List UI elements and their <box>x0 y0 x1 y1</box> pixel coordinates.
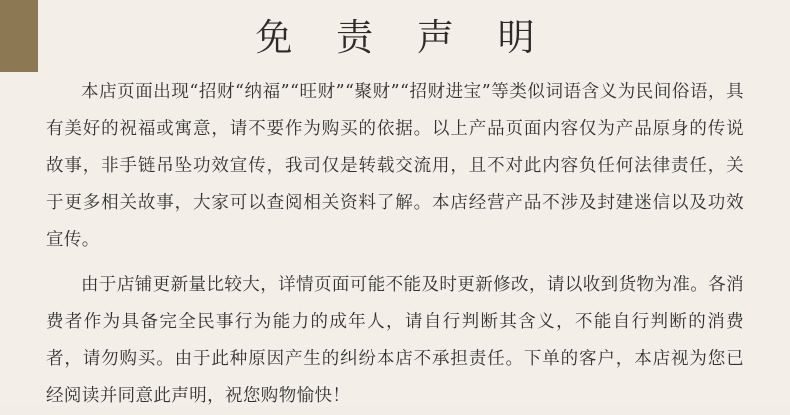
page-title: 免 责 声 明 <box>255 15 551 59</box>
paragraph: 本店页面出现“招财“纳福”“旺财”“聚财”“招财进宝”等类似词语含义为民间俗语，具有美好的祝福或寓意，请不要作为购买的依据。以上产品页面内容仅为产品原身的传说故事，非手链吊坠功效宣传，我司仅是转载交流用，且不对此内容负任何法律责任，关于更多相关故事，大家可以查阅相关资料了解。本店经营产品不涉及封建迷信以及功效宣传。 <box>46 82 744 250</box>
disclaimer-body <box>0 74 790 415</box>
title-area <box>0 0 790 74</box>
paragraph: 由于店铺更新量比较大，详情页面可能不能及时更新修改，请以收到货物为准。各消费者作为具备完全民事行为能力的成年人，请自行判断其含义，不能自行判断的消费者，请勿购买。由于此种原因产生的纠纷本店不承担责任。下单的客户，本店视为您已经阅读并同意此声明，祝您购物愉快！ <box>46 275 744 406</box>
